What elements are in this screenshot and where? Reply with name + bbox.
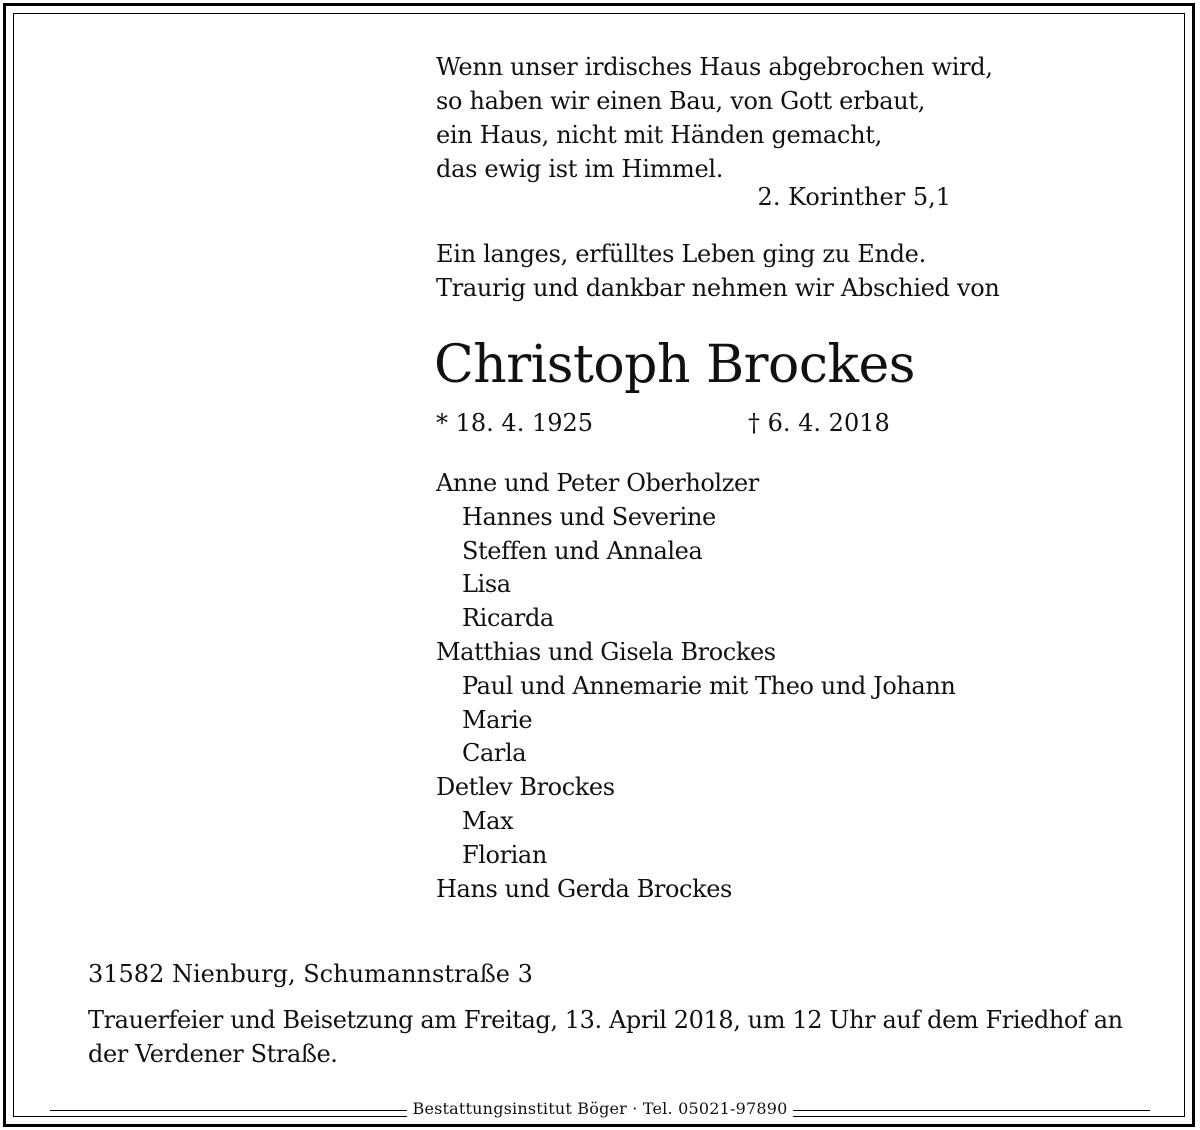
mourner-family: Hans und Gerda Brockes [436, 874, 732, 903]
verse-line: das ewig ist im Himmel. [436, 155, 724, 183]
address: 31582 Nienburg, Schumannstraße 3 [88, 960, 533, 988]
service-info: Trauerfeier und Beisetzung am Freitag, 13. April 2018, um 12 Uhr auf dem Friedhof an der Verdener Straße. [88, 1006, 1123, 1068]
footer [0, 1098, 1200, 1120]
mourner-member: Steffen und Annalea [462, 536, 703, 565]
mourner-family: Matthias und Gisela Brockes [436, 637, 776, 666]
mourner-member: Lisa [462, 570, 511, 599]
mourner-member: Ricarda [462, 604, 554, 633]
mourners-list [436, 467, 955, 906]
intro-line: Ein langes, erfülltes Leben ging zu Ende. [436, 240, 926, 268]
verse-line: ein Haus, nicht mit Händen gemacht, [436, 121, 882, 149]
verse-line: so haben wir einen Bau, von Gott erbaut, [436, 87, 926, 115]
mourner-member: Carla [462, 739, 527, 768]
mourner-member: Hannes und Severine [462, 502, 716, 531]
intro-line: Traurig und dankbar nehmen wir Abschied von [436, 274, 1000, 302]
mourner-member: Marie [462, 705, 533, 734]
mourner-member: Florian [462, 840, 547, 869]
intro-text [436, 237, 1036, 305]
mourner-family: Anne und Peter Oberholzer [436, 469, 759, 497]
bible-verse [436, 50, 996, 186]
death-date: † 6. 4. 2018 [748, 409, 890, 437]
mourner-member: Max [462, 806, 514, 835]
verse-reference: 2. Korinther 5,1 [757, 183, 951, 211]
verse-line: Wenn unser irdisches Haus abgebrochen wird, [436, 53, 993, 81]
mourner-family: Detlev Brockes [436, 773, 615, 802]
deceased-name: Christoph Brockes [434, 335, 915, 395]
birth-date: * 18. 4. 1925 [436, 409, 594, 437]
funeral-home-contact: Bestattungsinstitut Böger · Tel. 05021-97890 [407, 1098, 794, 1120]
mourner-member: Paul und Annemarie mit Theo und Johann [462, 671, 956, 700]
